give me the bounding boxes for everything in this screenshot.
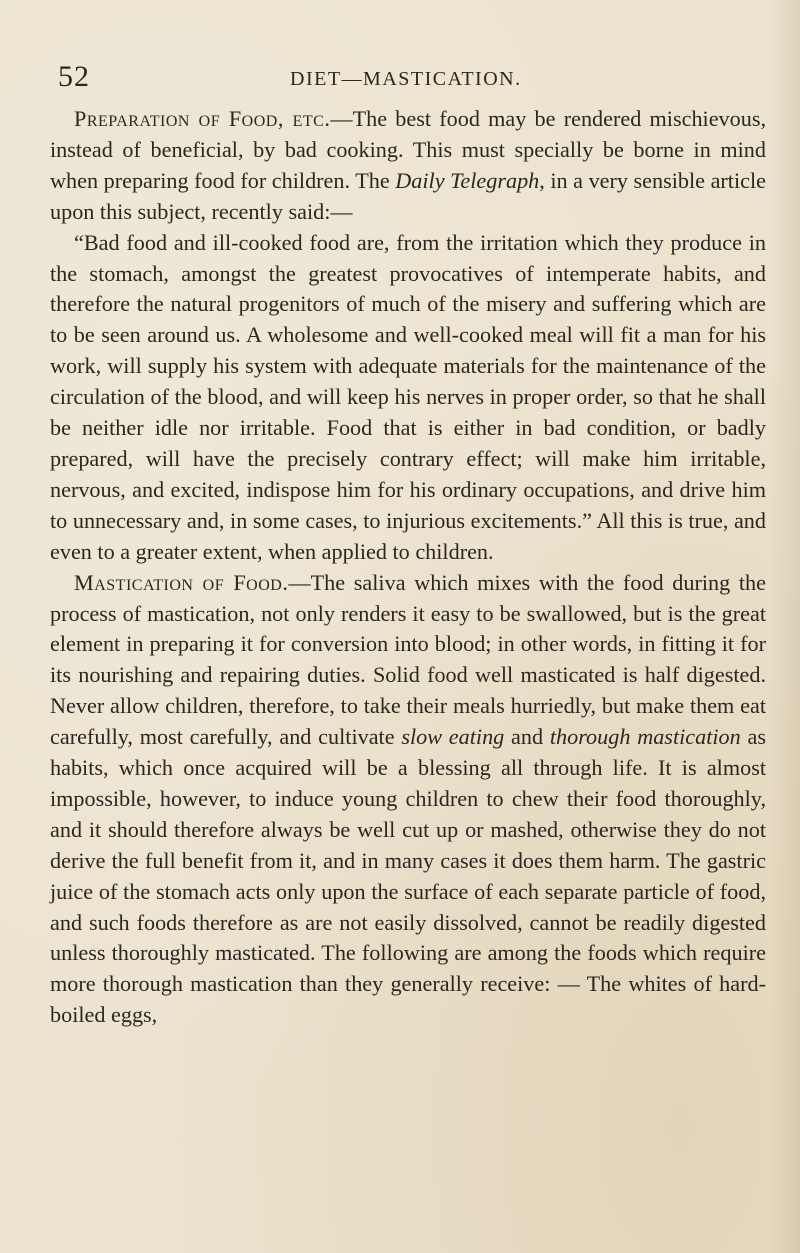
paragraph-text: —The saliva which mixes with the food during the process of mastication, not only renders it easy to be swallowed, but is the great element in preparing it for conversion into blood; in other words, in fitting it for its nourishing and repairing duties. Solid food well masticated is half digested. Never allow children, therefore, to take their meals hurriedly, but make them eat carefully, most carefully, and cultivate xyxy=(50,569,767,750)
italic-text: Daily Telegraph xyxy=(395,167,540,193)
section-heading-preparation: Preparation of Food, etc. xyxy=(74,106,331,131)
paragraph-text: as habits, which once acquired will be a blessing all through life. It is almost impossible, however, to induce young children to chew their food thoroughly, and it should therefore always be well cut up or mashed, otherwise they do not derive the full benefit from it, and in many cases it does them harm. The gastric juice of the stomach acts only upon the surface of each separate particle of food, and such foods therefore as are not easily dissolved, cannot be readily digested unless thoroughly masticated. The following are among the foods which require more thorough mastication than they generally receive: — The whites of hard-boiled eggs, xyxy=(50,724,766,1028)
paragraph-quotation: “Bad food and ill-cooked food are, from the irritation which they produce in the stomach, amongst the greatest provocatives of intemperate habits, and therefore the natural progenitors of much of the misery and suffering which are to be seen around us. A wholesome and well-cooked meal will fit a man for his work, will supply his system with adequate materials for the maintenance of the circulation of the blood, and will keep his nerves in proper order, so that he shall be neither idle nor irritable. Food that is either in bad condition, or badly prepared, will have the precisely contrary effect; will make him irritable, nervous, and excited, indispose him for his ordinary occupations, and drive him to unnecessary and, in some cases, to injurious excitements.” All this is true, and even to a greater extent, when applied to children. xyxy=(50,229,766,564)
italic-text: slow eating xyxy=(401,724,505,750)
paragraph-text: and xyxy=(504,724,550,750)
paragraph-preparation xyxy=(50,104,766,228)
paragraph-text: —The best food may be rendered mischievous, instead of beneficial, by bad cooking. This must specially be borne in mind when preparing food for children. The xyxy=(50,106,767,193)
running-head: DIET—MASTICATION. xyxy=(290,68,522,90)
body-text xyxy=(50,104,766,1031)
paragraph-mastication xyxy=(50,568,766,1032)
italic-text: thorough mastication xyxy=(549,724,741,750)
page-number: 52 xyxy=(58,60,90,93)
page-edge-shadow xyxy=(770,0,800,1253)
page-header xyxy=(58,60,758,100)
paragraph-text: , in a very sensible article upon this subject, recently said:— xyxy=(50,167,766,224)
section-heading-mastication: Mastication of Food. xyxy=(74,569,289,595)
